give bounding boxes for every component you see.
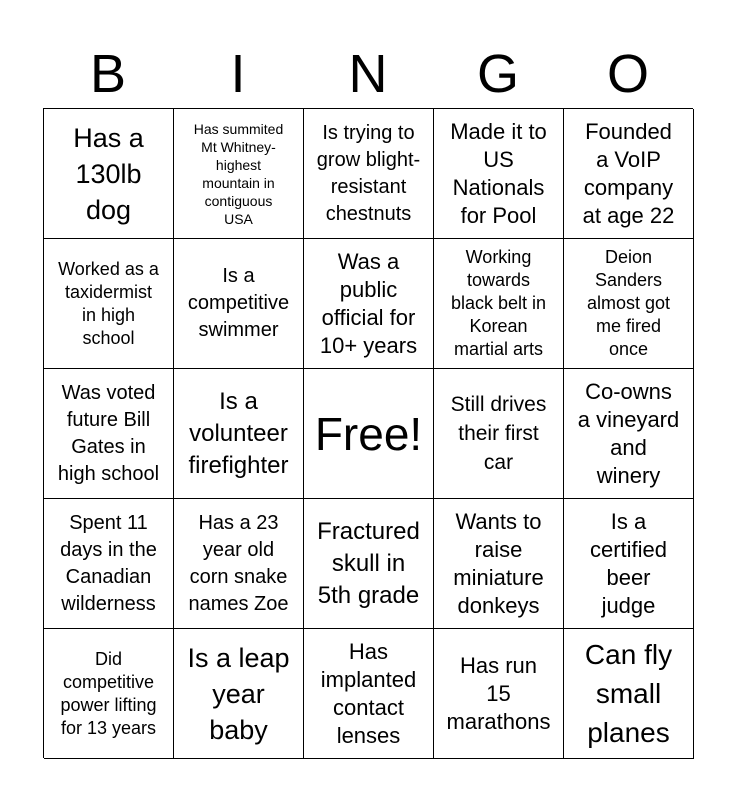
cell-text: Has a 23 year old corn snake names Zoe [188,511,289,615]
bingo-cell-r4c2[interactable] [174,499,304,629]
bingo-cell-r1c5[interactable] [564,109,694,239]
cell-text: Spent 11 days in the Canadian wilderness [60,511,157,615]
bingo-cell-r3c3[interactable] [304,369,434,499]
cell-text: Still drives their first car [450,393,547,474]
cell-text: Has implanted contact lenses [320,638,417,748]
bingo-cell-r3c4[interactable] [434,369,564,499]
cell-text: Wants to raise miniature donkeys [453,508,544,618]
header-letter-o: O [606,44,649,104]
header-letter-i: I [230,44,246,104]
bingo-cell-r4c4[interactable] [434,499,564,629]
bingo-cell-r2c1[interactable] [44,239,174,369]
bingo-cell-r4c1[interactable] [44,499,174,629]
cell-text: Can fly small planes [584,639,673,748]
cell-text: Co-owns a vineyard and winery [577,378,680,488]
bingo-cell-r2c4[interactable] [434,239,564,369]
bingo-cell-r5c4[interactable] [434,629,564,759]
cell-text: Is trying to grow blight- resistant chestnuts [316,121,421,225]
bingo-cell-r5c5[interactable] [564,629,694,759]
cell-text: Made it to US Nationals for Pool [450,118,547,228]
header-letter-b: B [89,44,127,104]
free-space-text: Free! [314,407,423,460]
bingo-cell-r1c1[interactable] [44,109,174,239]
header-letter-g: G [476,44,519,104]
cell-text: Is a competitive swimmer [187,265,290,341]
bingo-cell-r5c2[interactable] [174,629,304,759]
cell-text: Did competitive power lifting for 13 years [60,648,157,738]
cell-text: Fractured skull in 5th grade [317,517,420,609]
cell-text: Has run 15 marathons [446,652,551,734]
bingo-cell-r4c5[interactable] [564,499,694,629]
bingo-cell-r3c1[interactable] [44,369,174,499]
header-letter-n: N [348,44,388,104]
cell-text: Is a volunteer firefighter [188,387,289,479]
bingo-cell-r4c3[interactable] [304,499,434,629]
bingo-cell-r2c3[interactable] [304,239,434,369]
cell-text: Is a certified beer judge [589,508,668,618]
cell-text: Has summited Mt Whitney- highest mountain in contiguous USA [193,120,284,227]
cell-text: Has a 130lb dog [73,122,144,225]
bingo-cell-r1c4[interactable] [434,109,564,239]
cell-text: Founded a VoIP company at age 22 [582,118,675,228]
cell-text: Deion Sanders almost got me fired once [586,247,671,359]
bingo-board [43,108,693,758]
bingo-cell-r3c2[interactable] [174,369,304,499]
bingo-cell-r2c2[interactable] [174,239,304,369]
cell-text: Was voted future Bill Gates in high school [57,381,160,485]
bingo-cell-r5c3[interactable] [304,629,434,759]
cell-text: Worked as a taxidermist in high school [58,258,159,348]
bingo-header [43,40,693,108]
bingo-cell-r3c5[interactable] [564,369,694,499]
bingo-cell-r5c1[interactable] [44,629,174,759]
bingo-cell-r2c5[interactable] [564,239,694,369]
cell-text: Is a leap year baby [187,642,290,745]
bingo-cell-r1c2[interactable] [174,109,304,239]
cell-text: Working towards black belt in Korean martial arts [450,247,547,359]
cell-text: Was a public official for 10+ years [319,248,418,358]
bingo-cell-r1c3[interactable] [304,109,434,239]
